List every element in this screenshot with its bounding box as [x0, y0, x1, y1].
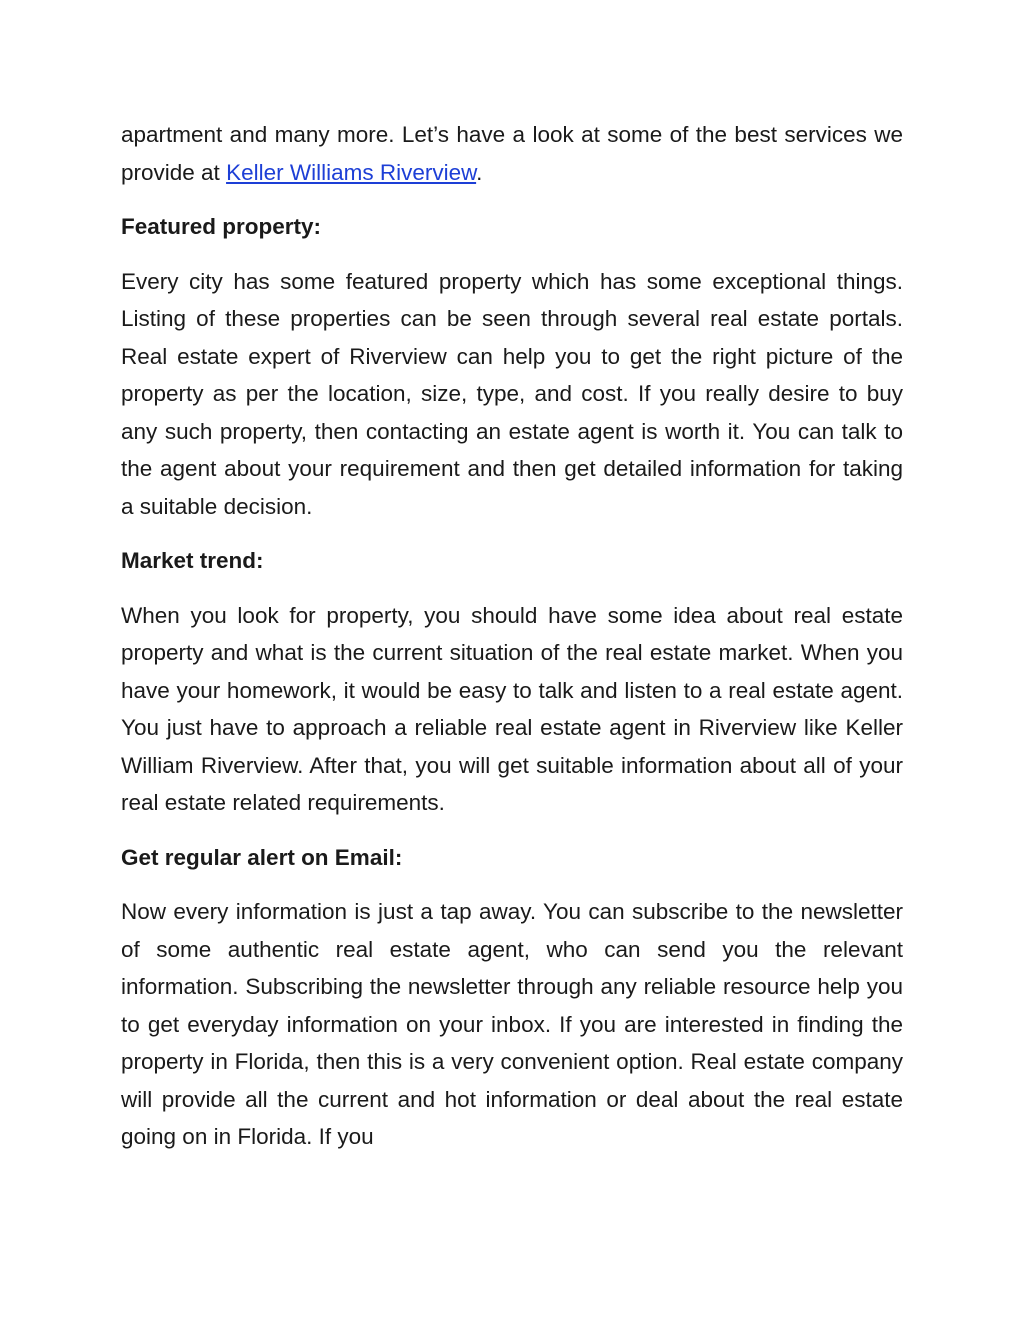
section-heading-market-trend: Market trend:	[121, 548, 264, 573]
intro-text-end: .	[476, 159, 483, 185]
section-heading-featured-property: Featured property:	[121, 214, 322, 239]
section-body-email-alert: Now every information is just a tap away. You can subscribe to the newsletter of some authentic real estate agent, who can send you the relevant information. Subscribing the newsletter through any reliable resource help you to get everyday information on your inbox. If you are interested in finding the property in Florida, then this is a very convenient option. Real estate company will provide all the current and hot information or deal about the real estate going on in Florida. If you	[121, 899, 903, 1149]
section-heading-email-alert: Get regular alert on Email:	[121, 844, 403, 870]
section-body-featured-property: Every city has some featured property which has some exceptional things. Listing of these properties can be seen through several real estate portals. Real estate expert of Riverview can help you to get the right picture of the property as per the location, size, type, and cost. If you really desire to buy any such property, then contacting an estate agent is worth it. You can talk to the agent about your requirement and then get detailed information for taking a suitable decision.	[121, 268, 903, 519]
intro-text: apartment and many more. Let’s have a look at some of the best services we provide at	[121, 122, 903, 185]
section-body-market-trend: When you look for property, you should have some idea about real estate property and what is the current situation of the real estate market. When you have your homework, it would be easy to talk and listen to a real estate agent. You just have to approach a reliable real estate agent in Riverview like Keller William Riverview. After that, you will get suitable information about all of your real estate related requirements.	[121, 602, 903, 815]
intro-paragraph	[121, 116, 903, 191]
document-page	[121, 116, 903, 1173]
keller-williams-riverview-link[interactable]: Keller Williams Riverview	[226, 159, 477, 185]
